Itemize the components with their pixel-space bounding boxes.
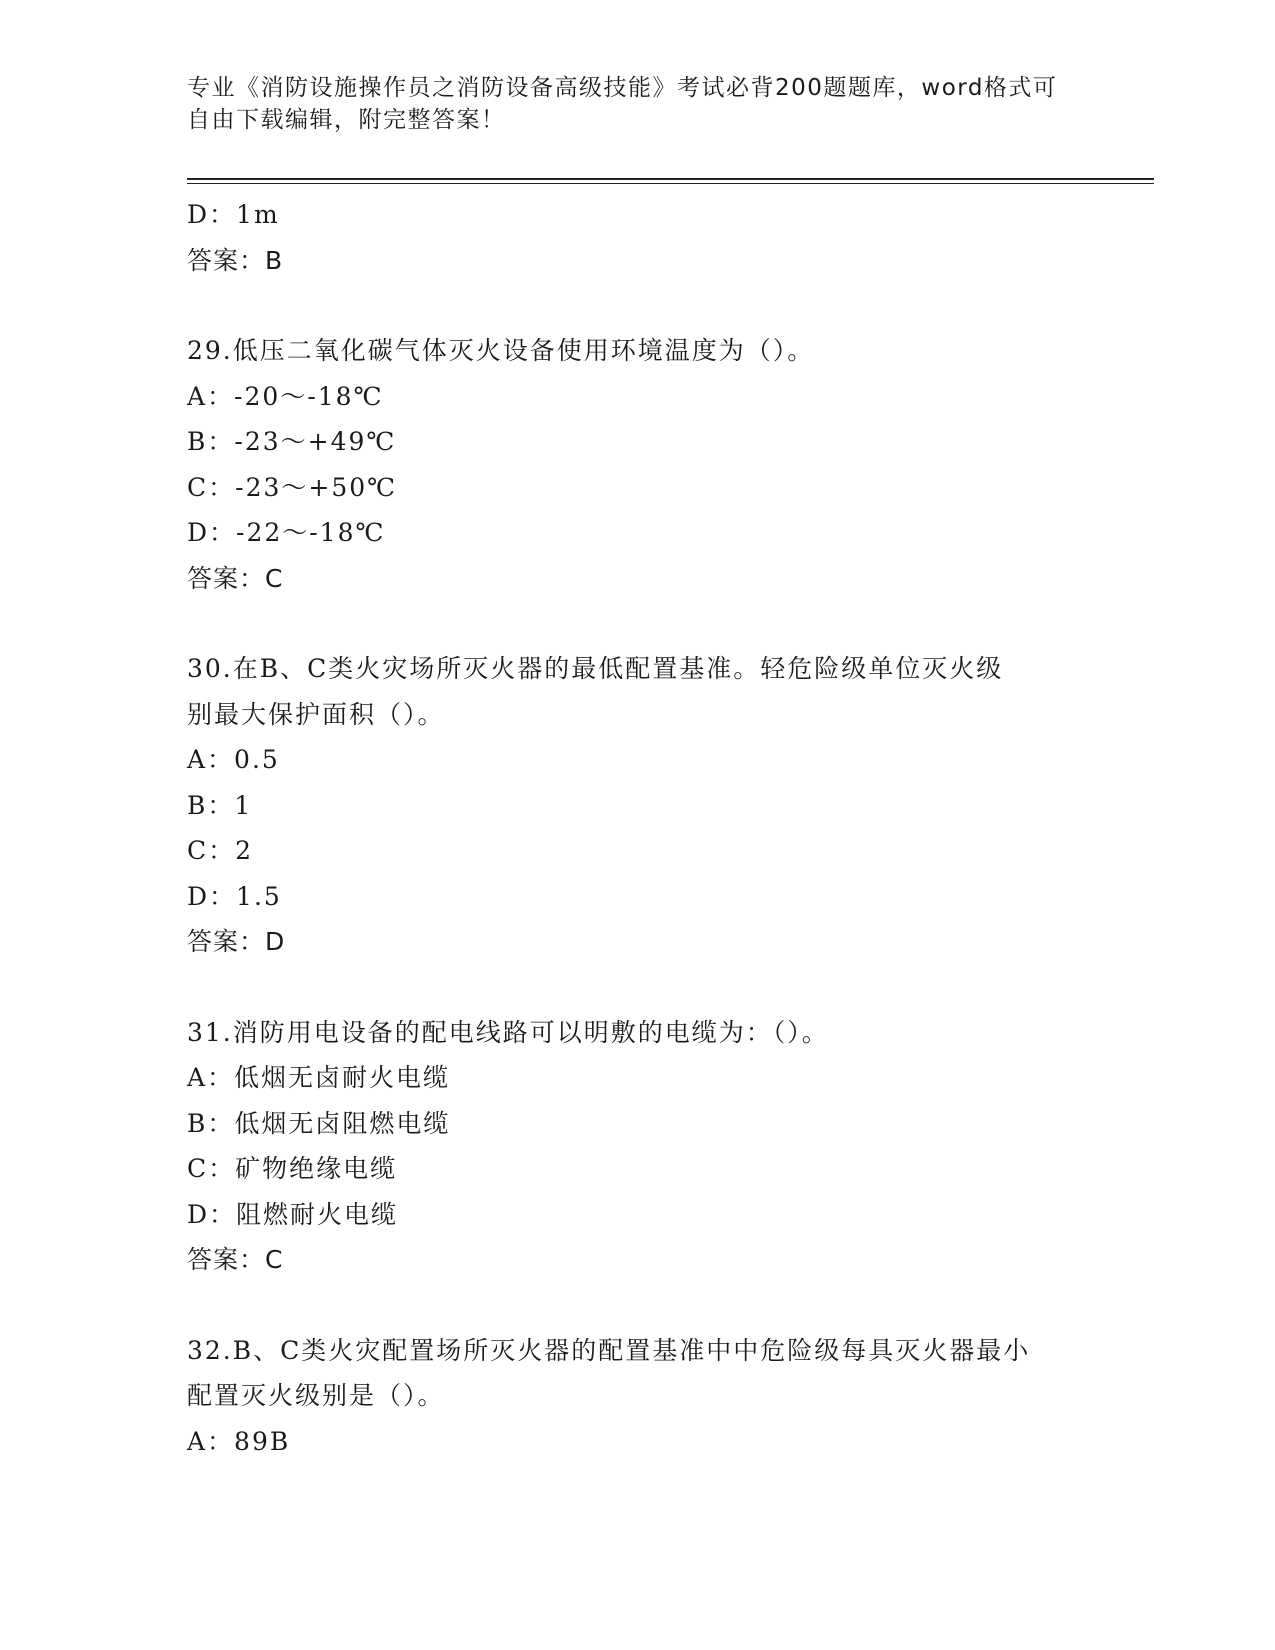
option-d: D：-22～-18℃ — [187, 518, 386, 547]
option-b: B：低烟无卤阻燃电缆 — [187, 1108, 451, 1138]
answer: 答案：C — [187, 1245, 284, 1274]
option-b: B：-23～+49℃ — [187, 427, 397, 456]
answer: 答案：B — [187, 245, 284, 275]
header-line-1: 专业《消防设施操作员之消防设备高级技能》考试必背200题题库，word格式可 — [187, 75, 1058, 101]
option-d: D：1.5 — [187, 881, 282, 911]
option-c: C：-23～+50℃ — [187, 472, 398, 502]
answer: 答案：C — [187, 563, 284, 593]
option-d: D：阻燃耐火电缆 — [187, 1199, 399, 1229]
question-29 — [187, 328, 1087, 601]
header-line-2: 自由下载编辑，附完整答案！ — [187, 107, 506, 133]
question-31 — [187, 1010, 1087, 1283]
option-a: A：-20～-18℃ — [187, 381, 384, 411]
document-body — [187, 192, 1087, 1464]
previous-question-tail — [187, 192, 1087, 283]
question-32 — [187, 1328, 1087, 1465]
question-text-line-2: 配置灭火级别是（）。 — [187, 1381, 445, 1410]
option-c: C：2 — [187, 836, 254, 865]
option-a: A：89B — [187, 1426, 291, 1456]
option-a: A：0.5 — [187, 745, 280, 774]
option-c: C：矿物绝缘电缆 — [187, 1154, 398, 1183]
question-text: 29.低压二氧化碳气体灭火设备使用环境温度为（）。 — [187, 336, 815, 365]
question-30 — [187, 646, 1087, 965]
option-a: A：低烟无卤耐火电缆 — [187, 1063, 451, 1092]
question-text-line-2: 别最大保护面积（）。 — [187, 699, 445, 729]
page-header — [187, 72, 1067, 136]
option-d: D：1m — [187, 200, 280, 229]
answer: 答案：D — [187, 927, 286, 956]
header-divider — [187, 178, 1154, 184]
question-text-line-1: 30.在B、C类火灾场所灭火器的最低配置基准。轻危险级单位灭火级 — [187, 654, 1004, 683]
question-text: 31.消防用电设备的配电线路可以明敷的电缆为：（）。 — [187, 1017, 829, 1047]
option-b: B：1 — [187, 790, 253, 820]
question-text-line-1: 32.B、C类火灾配置场所灭火器的配置基准中中危险级每具灭火器最小 — [187, 1335, 1031, 1365]
